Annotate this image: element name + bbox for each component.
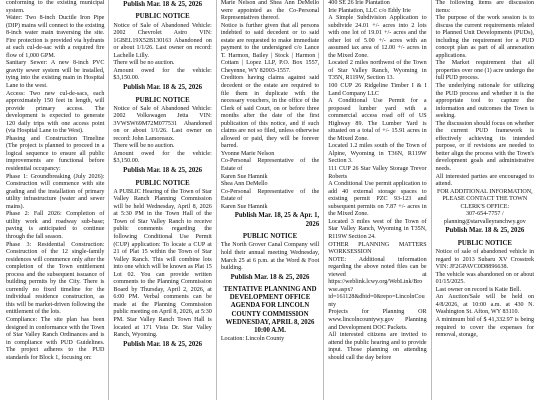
publish-dates: Publish Mar. 18 & 25, 2026 [445,227,525,235]
notice-paragraph: conforming to the existing municipal system. [6,0,105,14]
notice-paragraph: Last owner on record is Katie Bell. [435,286,522,293]
publish-dates: Publish Mar. 18 & 25, 2026 [123,84,203,92]
notice-heading: PUBLIC NOTICE [135,96,190,104]
notice-paragraph: Notice is further given that all persons indebted to said decedent or to said estate are requested to make immediate payment to the undersigned c/o Lance T. Harmon, Bailey | Stock | Harmon | Cottam | Lopez LLP, P.O. Box 1557, Cheyenne, WY 82003-1557. [220,22,320,74]
column-3 [217,0,324,400]
notice-paragraph: Shea Ann DeMello [220,181,268,188]
notice-paragraph: All interested parties are encouraged to attend. [435,173,535,188]
notice-paragraph: 100 CUP 26 Ridgeline Timber I & I Land Company LLC [328,83,427,97]
notice-paragraph: The Market requirement that all properties over one (1) acre undergo the full PUD process. [435,60,535,82]
notice-paragraph: There will be no auction. [113,60,175,67]
notice-paragraph: Located 3 miles west of the Town of Star Valley Ranch, Wyoming in T35N, R119W Section 24. [328,218,427,240]
notice-paragraph: An Auction/Sale will be held on 4/8/2026, at 10:00 a.m. at 430 N. Washington St. Afton, WY 83110. [435,294,535,316]
notice-paragraph: Yvonne Marie Nelson [220,150,275,157]
notice-paragraph: Notice of sale of abandoned vehicle in regard to 2013 Subaru XV Crosstrek VIN: JF2GPAVC0D8896638. [435,249,535,271]
notice-paragraph: Co-Personal Representative of the Estate of [220,158,320,173]
notice-heading: PUBLIC NOTICE [135,179,190,187]
notice-paragraph: Phase 2: Fall 2026: Completion of utility work and roadway sub-base; paving is anticipated to continue through the fall season. [6,211,105,240]
notice-contact-line: FOR ADDITIONAL INFORMATION, PLEASE CONTACT THE TOWN CLERK'S OFFICE: [436,188,533,210]
column-1 [2,0,109,400]
notice-paragraph: Creditors having claims against said decedent or the estate are required to file them in duplicate with the necessary vouchers, in the office of the Clerk of said Court, on or before three months after the date of the first publication of this notice, and if such claims are not so filed, unless otherwise allowed or paid, they will be forever barred. [220,75,320,150]
notice-paragraph: A Conditional Use Permit for a proposed lumber yard with a commercial access road off of US Highway 89. The Lumber Yard is situated on a total of +/- 15.91 acres in the Mixed Zone. [328,98,427,142]
notice-paragraph: NOTE: Additional information regarding the above noted files can be viewed at https://weblink.lcwy.org/WebLink/Browse.aspx?id=161128&dbid=0&repo=LincolnCounty [328,256,427,308]
column-4 [324,0,431,400]
notice-paragraph: Karen Sue Hamnik [220,203,268,210]
notice-paragraph: Sanitary Sewer: A new 8-inch PVC gravity sewer system will be installed, tying into the existing main in Hospital Lane to the west. [6,60,105,90]
notice-paragraph: Phase 3: Residential Construction: Construction of the 12 single-family residences will commence only after the completion of the Town entitlement process and the subsequent issuance of building permits by the City. There is currently no fixed timeline for the individual residence construction, as this will be market-driven following the entitlement of the lots. [6,241,105,316]
notice-paragraph: The underlying rationale for utilizing the PUD process and whether it is the appropriate tool to capture the information and outcomes the Town is seeking. [435,83,535,120]
notice-paragraph: The vehicle was abandoned on or about 01/15/2025. [435,271,535,286]
notice-paragraph: All interested citizens are invited to attend the public hearing and to provide input. Those planning on attending should call the day before [328,332,427,361]
notice-paragraph: OTHER PLANNING MATTERS WORKSESSION [328,241,427,256]
notice-paragraph: The North Grover Canal Company will hold their annual meeting Wednesday, March 25 at 6 p.m. at the Word & Foot building. [220,242,320,272]
notice-paragraph: Located 2 miles northwest of the Town of Star Valley Ranch, Wyoming in T35N, R119W, Section 13. [328,60,427,82]
notice-paragraph: A minimum bid of $ 41,332.97 is being required to cover the expenses for removal, storage, [435,316,535,339]
notice-paragraph: There will be no auction. [113,143,175,150]
notice-heading: TENTATIVE PLANNING AND DEVELOPMENT OFFICE AGENDA FOR LINCOLN COUNTY COMMISSION WEDNESDAY, APRIL 8, 2026 10:00 A.M. [223,286,317,334]
notice-paragraph: Compliance: The site plan has been designed in conformance with the Town of Star Valley Ranch Ordinances and is in compliance with PUD Guidelines. The project adheres to the PUD standards for Block 1, focusing on: [6,316,105,361]
notice-paragraph: Projects for Planning OR www.lincolncountywy.gov Planning and Development DOC Packets. [328,309,427,331]
notice-paragraph: Marie Nelson and Shea Ann DeMello were appointed as the Co-Personal Representatives thereof. [220,0,320,22]
notice-paragraph: The following items are discussion items: [435,0,535,14]
notice-heading: PUBLIC NOTICE [135,13,190,21]
notice-paragraph: Phase 1: Groundbreaking (July 2026): Construction will commence with site grading and the installation of primary utility infrastructure (water and sewer mains). [6,173,105,210]
publish-dates: Publish Mar. 18 & 25, 2026 [123,1,203,8]
notice-paragraph: Notice of Sale of Abandoned Vehicle: 2002 Chevrolet Astro VIN: 1GBEL19X52B130163 Abandoned on or about 1/1/26. Last owner on record: Lachelle Lilly. [113,22,212,59]
notice-paragraph: Co-Personal Representative of the Estate of [220,188,320,203]
notice-paragraph: A Conditional Use permit application to add 40 external storage spaces to existing permit PZC 93-123 and subsequent permits on 7.87 +/- acres in the Mixed Zone. [328,181,427,218]
notice-paragraph: A Simple Subdivision Application to subdivide 24.01 +/- acres into 2 lots with one lot of 19.01 +/- acres and the other lot of 5.00 +/- acres with an assumed tax area of 12.00 +/- acres in the Mixed Zone. [328,15,427,59]
publish-dates: Publish Mar. 18 & 25, 2026 [123,167,203,175]
notice-paragraph: Water: Two 8-inch Ductile Iron Pipe (DIP) mains will connect to the existing 8-inch water main traversing the site. Fire protection is provided via hydrants at each cul-de-sac with a required fire flow of 1,000 GPM. [6,15,105,59]
notice-paragraph: Location: Lincoln County [220,336,285,343]
publish-dates: Publish Mar. 18 & 25, 2026 [230,273,310,281]
notice-paragraph: Notice of Sale of Abandoned Vehicle: 2002 Volkswagen Jetta VIN: 3VWSW69M72M077531 Abandoned on or about 1/1/26. Last owner on record: John Lamoreaux. [113,105,212,142]
notice-paragraph: Amount owed for the vehicle: $3,150.00. [113,67,212,82]
notice-paragraph: The purpose of the work session is to discuss the current requirements related to Planned Unit Developments (PUDs), including the requirement for a PUD concept plan as part of all annexation applications. [435,15,535,59]
publish-dates: Publish Mar. 18 & 25, 2026 [123,340,203,348]
notice-paragraph: Karen Sue Hamnik [220,173,268,180]
notice-paragraph: Irie Plantation, LLC c/o Eddy Irie [328,7,411,14]
notice-paragraph: Access: Two new cul-de-sacs, each approximately 150 feet in length, will provide primary access. The development is expected to generate 120 daily trips with one access point (via Hospital Lane to the West). [6,90,105,135]
notice-paragraph: 400 SE 26 Irie Plantation [328,0,390,6]
notice-paragraph: Located 1.2 miles south of the Town of Alpine, Wyoming in T36N, R119W Section 3. [328,143,427,165]
notice-contact-line: 307-654-7757 / planning@starvalleyranchwy.gov [443,211,526,225]
notice-paragraph: Phasing and Construction Timeline (The project is planned to proceed in a logical sequence to ensure all public improvements are functional before residential occupancy: [6,135,105,173]
notice-heading: PUBLIC NOTICE [242,233,298,241]
notice-paragraph: Amount owed for the vehicle: $3,150.00. [113,150,212,165]
column-2 [109,0,216,400]
publish-dates: Publish Mar. 18, 25 & Apr. 1, 2026 [234,212,320,228]
notice-paragraph: 111 CUP 26 Star Valley Storage Trevor Roberts [328,166,427,180]
notice-paragraph: A PUBLIC Hearing of the Town of Star Valley Ranch Planning Commission will be held Wednesday, April 8, 2026 at 5:30 PM in the Town Hall of the Town of Star Valley Ranch to receive public comments regarding the following Conditional Use Permit (CUP) application: To locate a CUP at 21 of Plat 15 within the Town of Star Valley Ranch. This will combine lots into one which will be known as Plat 15 Lot 02. You can provide written comments to the Planning Commission Board by Thursday, April 2, 2026, at 6:00 PM. Verbal comments can be made at the Planning Commission public meeting on April 8, 2026, at 5:30 PM. Star Valley Ranch Town Hall is located at 171 Vista Dr. Star Valley Ranch, Wyoming. [113,188,212,339]
notice-heading: PUBLIC NOTICE [457,239,512,247]
column-5 [432,0,538,400]
notice-paragraph: The discussion should focus on whether the current PUD framework is effectively achieving its intended purpose, or if revisions are needed to better align the process with the Town's development goals and administrative needs. [435,120,535,173]
